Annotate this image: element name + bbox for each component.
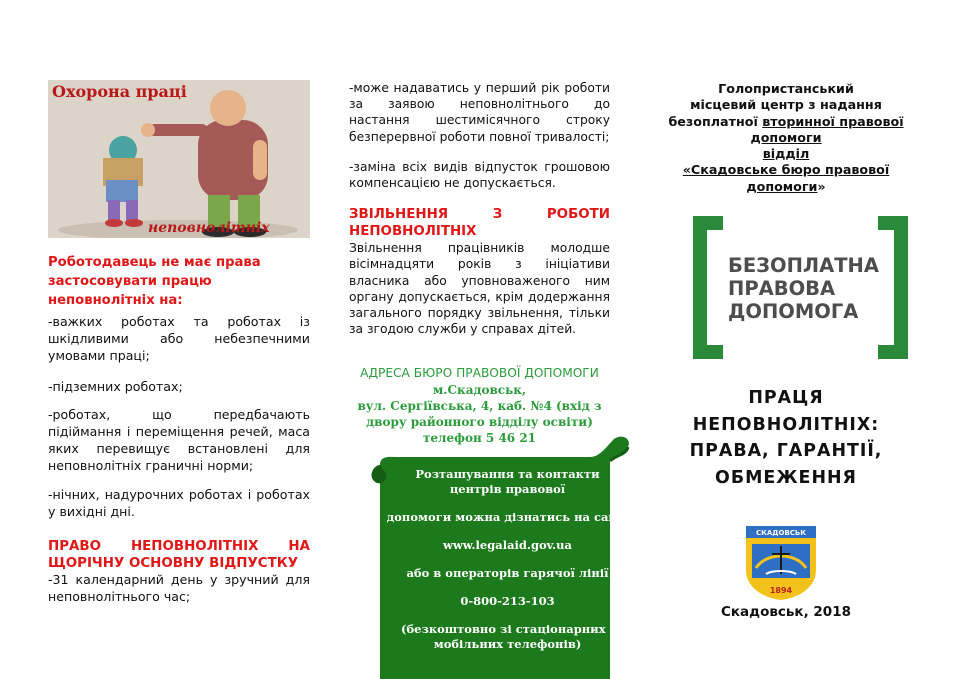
title-line: ПРАВА, ГАРАНТІЇ,	[689, 441, 883, 461]
list-item: -роботах, що передбачають підіймання і переміщення речей, маса яких перевищує встановлені для неповнолітніх граничні норми;	[48, 407, 310, 473]
org-underlined-text: допомоги	[750, 129, 822, 145]
list-item: -важких роботах та роботах із шкідливими або небезпечними умовами праці;	[48, 314, 310, 363]
list-item: -нічних, надурочних роботах і роботах у вихідні дні.	[48, 487, 310, 520]
vacation-first-year-text: -може надаватись у перший рік роботи за заявою неповнолітнього до настання шестимісячного строку безперервної роботи повної тривалості;	[349, 81, 610, 144]
address-city: м.Скадовськ,	[432, 383, 527, 397]
logo-text: ПРАВОВА	[728, 277, 836, 300]
org-underlined-text: допомоги	[746, 178, 818, 194]
dismissal-heading: ЗВІЛЬНЕННЯ З РОБОТИ НЕПОВНОЛІТНІХ	[349, 207, 610, 239]
free-legal-aid-logo	[693, 216, 908, 359]
org-text: »	[817, 178, 826, 194]
org-line	[655, 162, 917, 178]
prohibition-heading: Роботодавець не має права застосовувати працю неповнолітніх на:	[48, 255, 261, 308]
organization-name	[655, 81, 917, 195]
scroll-line: Розташування та контакти	[415, 467, 600, 481]
org-line: Голопристанський	[718, 81, 854, 96]
scroll-contacts-text	[385, 467, 630, 652]
title-line: ОБМЕЖЕННЯ	[715, 467, 857, 488]
org-underlined-text: вторинної правової	[762, 113, 904, 129]
org-line	[655, 146, 917, 162]
legalaid-website-link[interactable]: www.legalaid.gov.ua	[442, 538, 572, 552]
logo-text: ДОПОМОГА	[728, 300, 859, 323]
address-title: АДРЕСА БЮРО ПРАВОВОЇ ДОПОМОГИ	[360, 366, 599, 380]
org-underlined-text: «Скадовське бюро правової	[682, 162, 890, 178]
labor-protection-illustration	[48, 80, 310, 238]
coat-year: 1894	[769, 586, 793, 595]
illustration-title-text: Охорона праці	[52, 82, 187, 101]
logo-text: БЕЗОПЛАТНА	[728, 254, 879, 277]
bureau-address	[349, 365, 610, 446]
scroll-line: або в операторів гарячої лінії	[406, 566, 609, 580]
list-item: -підземних роботах;	[48, 379, 183, 395]
vacation-heading: ПРАВО НЕПОВНОЛІТНІХ НА ЩОРІЧНУ ОСНОВНУ ВІДПУСТКУ	[48, 538, 310, 571]
org-line	[655, 179, 917, 195]
org-text: безоплатної	[668, 113, 763, 129]
compensation-text: -заміна всіх видів відпусток грошовою компенсацією не допускається.	[349, 159, 610, 191]
illustration-caption-text: неповнолітніх	[148, 220, 270, 236]
panel-1-text	[48, 253, 310, 606]
coat-title: СКАДОВСЬК	[756, 529, 806, 537]
org-line: місцевий центр з надання	[690, 97, 882, 113]
org-line	[655, 114, 917, 130]
city-year: Скадовськ, 2018	[720, 604, 851, 620]
dismissal-text: Звільнення працівників молодше вісімнадцяти років з ініціативи власника або уповноваженого ним органу допускається, крім додержання загального порядку звільнення, тільки за згодою служби у справах дітей.	[349, 241, 610, 337]
address-street: вул. Сергіївська, 4, каб. №4 (вхід з двору районного відділу освіти)	[357, 399, 602, 429]
title-line: НЕПОВНОЛІТНІХ:	[692, 414, 880, 435]
vacation-text: -31 календарний день у зручний для неповнолітнього час;	[48, 571, 310, 604]
address-phone: телефон 5 46 21	[422, 431, 537, 445]
brochure-title	[655, 385, 917, 491]
hotline-note: (безкоштовно зі стаціонарних і мобільних телефонів)	[401, 622, 614, 651]
scroll-line: центрів правової	[449, 482, 566, 496]
org-line	[655, 130, 917, 146]
panel-2-text	[349, 80, 610, 337]
skadovsk-coat-of-arms	[742, 522, 820, 600]
scroll-line: допомоги можна дізнатись на сайті	[386, 510, 629, 524]
org-underlined-text: відділ	[762, 146, 810, 162]
hotline-number: 0-800-213-103	[460, 594, 555, 608]
title-line: ПРАЦЯ	[748, 388, 824, 408]
